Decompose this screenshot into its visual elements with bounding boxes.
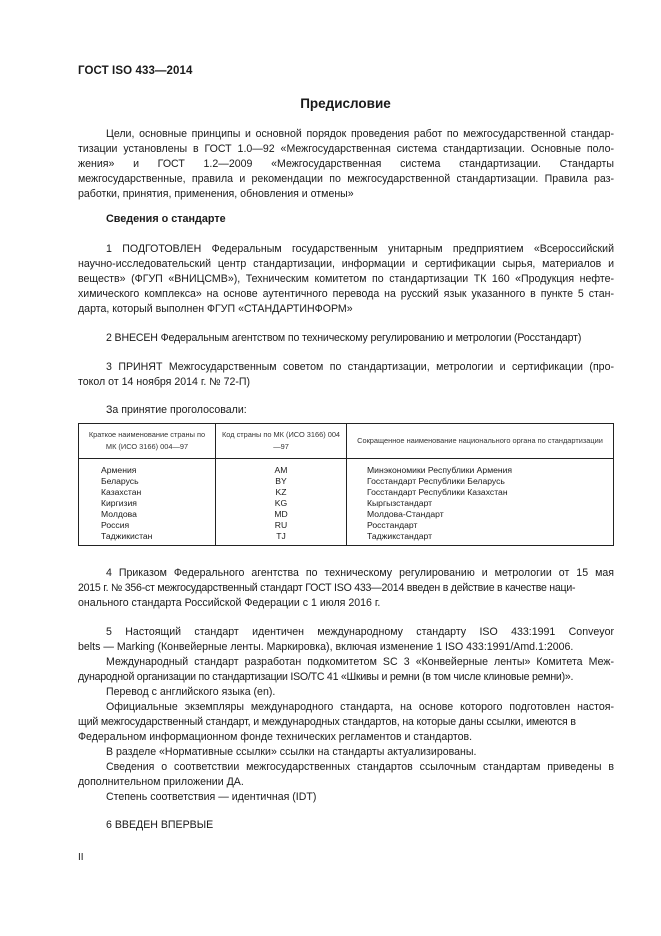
item-1-line: химического комплекса» на основе аутентичного перевода на русский язык указанного в пункте 5 стан- xyxy=(78,288,614,300)
country-cell: Молдова xyxy=(79,509,216,520)
item-3-line: 3 ПРИНЯТ Межгосударственным советом по стандартизации, метрологии и сертификации (про- xyxy=(106,361,614,373)
body-cell: Таджикстандарт xyxy=(347,531,614,546)
code-cell: BY xyxy=(216,476,347,487)
intro-line: Цели, основные принципы и основной порядок проведения работ по межгосударственной стандар- xyxy=(106,128,614,140)
item-5-line: Международный стандарт разработан подкомитетом SC 3 «Конвейерные ленты» Комитета Меж- xyxy=(106,656,614,668)
table-header-row xyxy=(79,424,614,459)
table-row xyxy=(79,459,614,477)
body-cell: Росстандарт xyxy=(347,520,614,531)
item-4-line: онального стандарта Российской Федерации с 1 июля 2016 г. xyxy=(78,597,381,609)
item-5-line: щий межгосударственный стандарт, и международных стандартов, на которые даны ссылки, имеются в xyxy=(78,716,576,728)
item-5-line: belts — Marking (Конвейерные ленты. Маркировка), включая изменение 1 ISO 433:1991/Amd.1:2006. xyxy=(78,641,574,653)
item-5-line: 5 Настоящий стандарт идентичен международному стандарту ISO 433:1991 Conveyor xyxy=(106,626,614,638)
table-row xyxy=(79,487,614,498)
code-cell: TJ xyxy=(216,531,347,546)
table-header-code: Код страны по МК (ИСО 3166) 004—97 xyxy=(216,424,347,459)
item-5-line: Федеральном информационном фонде технических регламентов и стандартов. xyxy=(78,731,473,743)
country-cell: Киргизия xyxy=(79,498,216,509)
item-2: 2 ВНЕСЕН Федеральным агентством по техническому регулированию и метрологии (Росстандарт) xyxy=(106,332,582,344)
intro-line: межгосударственные, правила и рекомендации по межгосударственной стандартизации. Правила раз- xyxy=(78,173,614,185)
table-header-country: Краткое наименование страны по МК (ИСО 3166) 004—97 xyxy=(79,424,216,459)
item-5-line: Степень соответствия — идентичная (IDT) xyxy=(106,791,317,803)
body-cell: Госстандарт Республики Беларусь xyxy=(347,476,614,487)
intro-line: жения» и ГОСТ 1.2—2009 «Межгосударственная система стандартизации. Стандарты xyxy=(78,158,614,170)
item-5-line: дународной организации по стандартизации ISO/TC 41 «Шкивы и ремни (в том числе клиновые ремни)». xyxy=(78,671,574,683)
page-number: II xyxy=(78,852,84,863)
table-header-body: Сокращенное наименование национального органа по стандартизации xyxy=(347,424,614,459)
item-5-line: В разделе «Нормативные ссылки» ссылки на стандарты актуализированы. xyxy=(106,746,477,758)
item-1-line: научно-исследовательский центр стандартизации, информации и сертификации сырья, материалов и xyxy=(78,258,614,270)
table-row xyxy=(79,531,614,546)
country-cell: Армения xyxy=(79,459,216,477)
table-row xyxy=(79,520,614,531)
country-cell: Беларусь xyxy=(79,476,216,487)
intro-line: тизации установлены в ГОСТ 1.0—92 «Межгосударственная система стандартизации. Основные поло- xyxy=(78,143,614,155)
item-5-line: Перевод с английского языка (en). xyxy=(106,686,276,698)
item-1-line: веществ» (ФГУП «ВНИЦСМВ»), Техническим комитетом по стандартизации ТК 160 «Продукция нефте- xyxy=(78,273,614,285)
intro-line: работки, принятия, применения, обновления и отмены» xyxy=(78,188,354,200)
table-row xyxy=(79,509,614,520)
code-cell: MD xyxy=(216,509,347,520)
section-heading: Сведения о стандарте xyxy=(106,213,226,225)
code-cell: RU xyxy=(216,520,347,531)
country-cell: Таджикистан xyxy=(79,531,216,546)
voting-table xyxy=(78,423,614,546)
body-cell: Молдова-Стандарт xyxy=(347,509,614,520)
voted-label: За принятие проголосовали: xyxy=(106,404,247,416)
table-row xyxy=(79,476,614,487)
item-5-line: Официальные экземпляры международного стандарта, на основе которого подготовлен настоя- xyxy=(106,701,614,713)
country-cell: Россия xyxy=(79,520,216,531)
code-cell: KZ xyxy=(216,487,347,498)
document-header: ГОСТ ISO 433—2014 xyxy=(78,65,193,77)
code-cell: KG xyxy=(216,498,347,509)
item-4-line: 4 Приказом Федерального агентства по техническому регулированию и метрологии от 15 мая xyxy=(106,567,614,579)
page-title: Предисловие xyxy=(300,96,391,111)
table-row xyxy=(79,498,614,509)
item-1-line: 1 ПОДГОТОВЛЕН Федеральным государственным унитарным предприятием «Всероссийский xyxy=(106,243,614,255)
code-cell: AM xyxy=(216,459,347,477)
body-cell: Госстандарт Республики Казахстан xyxy=(347,487,614,498)
country-cell: Казахстан xyxy=(79,487,216,498)
item-6: 6 ВВЕДЕН ВПЕРВЫЕ xyxy=(106,819,214,831)
item-4-line: 2015 г. № 356-ст межгосударственный стандарт ГОСТ ISO 433—2014 введен в действие в качестве наци- xyxy=(78,582,576,594)
item-5-line: Сведения о соответствии межгосударственных стандартов ссылочным стандартам приведены в xyxy=(106,761,614,773)
item-3-line: токол от 14 ноября 2014 г. № 72-П) xyxy=(78,376,251,388)
item-1-line: дарта, который выполнен ФГУП «СТАНДАРТИНФОРМ» xyxy=(78,303,353,315)
item-5-line: дополнительном приложении ДА. xyxy=(78,776,244,788)
body-cell: Минэкономики Республики Армения xyxy=(347,459,614,477)
body-cell: Кыргызстандарт xyxy=(347,498,614,509)
